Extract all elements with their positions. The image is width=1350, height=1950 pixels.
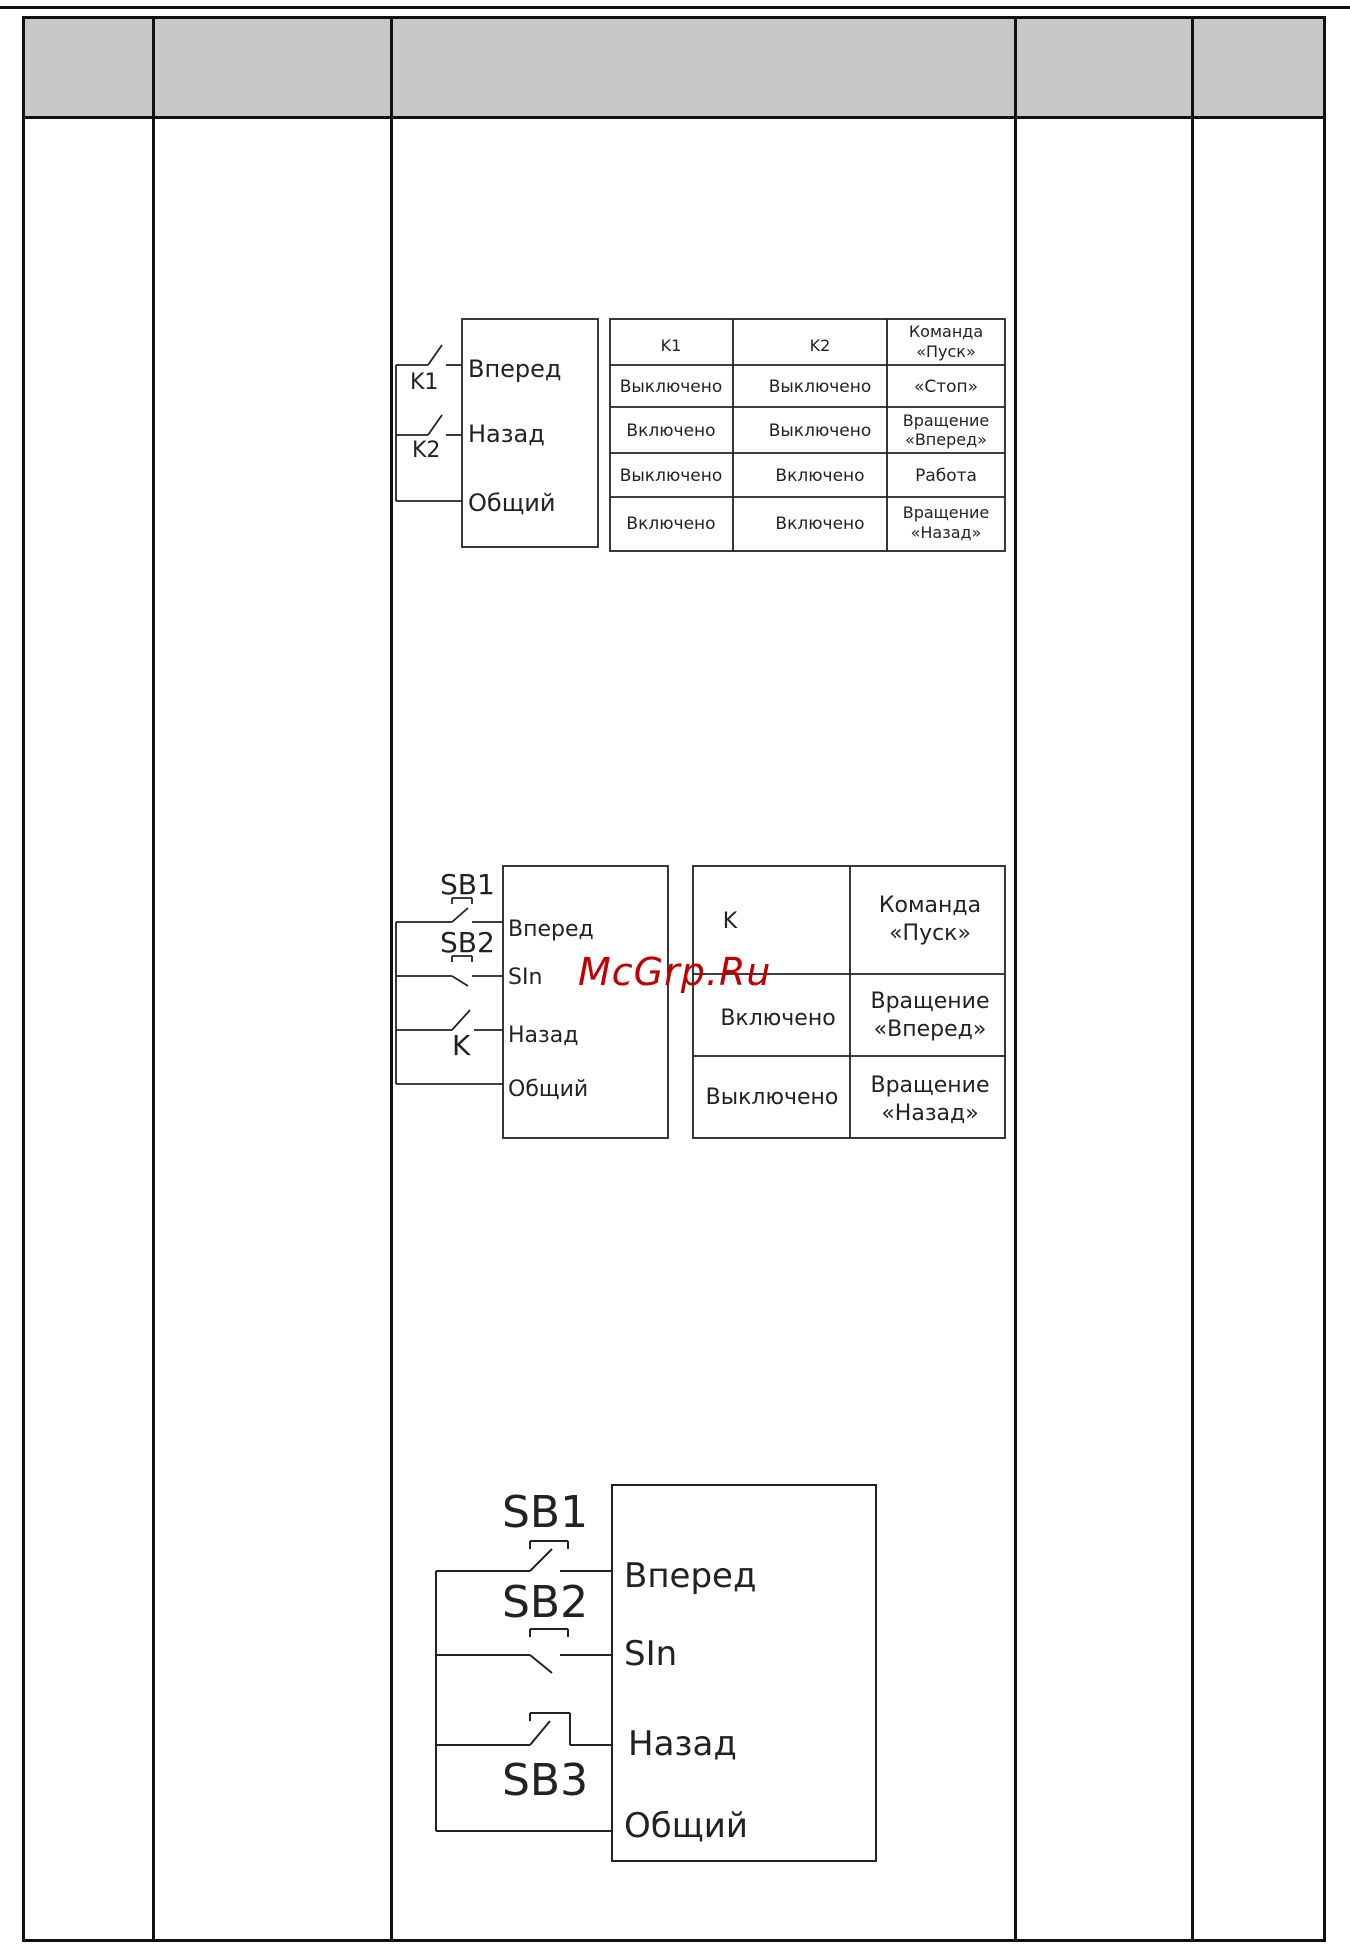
switch-label-k2: K2 — [412, 438, 441, 463]
table2-cell: Выключено — [705, 1085, 839, 1110]
switch-label-sb1: SB1 — [502, 1487, 589, 1538]
table1-cell: Выключено — [619, 377, 723, 397]
wiring-diagram-3 — [430, 1475, 890, 1869]
table2-cell-line2: «Вперед» — [873, 1017, 987, 1042]
switch-label-sb2: SB2 — [502, 1577, 589, 1628]
table2-cell: Включено — [720, 1006, 836, 1031]
terminal-sin: SIn — [508, 965, 543, 990]
table2-cell-line2: «Назад» — [881, 1101, 979, 1126]
table2-header-command-line1: Команда — [878, 893, 982, 918]
table1-header-k1: K1 — [660, 336, 682, 355]
column-divider-3 — [1014, 19, 1017, 1939]
switch-label-sb2: SB2 — [440, 926, 495, 959]
table1-header-command-line1: Команда — [908, 322, 984, 341]
terminal-reverse: Назад — [508, 1023, 579, 1048]
switch-label-sb1: SB1 — [440, 868, 495, 901]
terminal-reverse: Назад — [628, 1724, 737, 1764]
table1-cell: Включено — [775, 514, 865, 534]
column-divider-1 — [152, 19, 155, 1939]
terminal-forward: Вперед — [624, 1556, 757, 1596]
table-header-row — [25, 19, 1323, 119]
table2-cell-line1: Вращение — [870, 1073, 990, 1098]
table2-header-k: K — [722, 909, 738, 934]
terminal-common: Общий — [508, 1077, 589, 1102]
table1-cell-line2: «Вперед» — [905, 430, 987, 449]
terminal-forward: Вперед — [508, 917, 594, 942]
table1-header-k2: K2 — [809, 336, 831, 355]
column-divider-4 — [1191, 19, 1194, 1939]
table1-cell-line1: Вращение — [902, 411, 990, 430]
table1-cell: Работа — [915, 466, 977, 486]
top-rule — [0, 6, 1350, 9]
table1-cell: «Стоп» — [913, 377, 979, 397]
terminal-forward: Вперед — [468, 355, 562, 383]
switch-label-k1: K1 — [410, 370, 439, 395]
table1-cell: Выключено — [768, 421, 872, 441]
table1-cell: Выключено — [619, 466, 723, 486]
table1-cell-line2: «Назад» — [910, 523, 982, 542]
wiring-diagram-1 — [390, 315, 1010, 559]
table1-cell: Включено — [626, 421, 716, 441]
switch-label-k: K — [452, 1029, 471, 1062]
table1-cell: Выключено — [768, 377, 872, 397]
terminal-common: Общий — [624, 1806, 748, 1846]
terminal-reverse: Назад — [468, 420, 545, 448]
wiring-diagram-2 — [390, 862, 1010, 1146]
table1-cell-line1: Вращение — [902, 503, 990, 522]
terminal-common: Общий — [468, 489, 556, 517]
switch-label-sb3: SB3 — [502, 1755, 589, 1806]
table1-cell: Включено — [775, 466, 865, 486]
table2-cell-line1: Вращение — [870, 989, 990, 1014]
table2-header-command-line2: «Пуск» — [889, 921, 971, 946]
table1-header-command-line2: «Пуск» — [916, 342, 976, 361]
watermark: McGrp.Ru — [578, 950, 772, 994]
table1-cell: Включено — [626, 514, 716, 534]
terminal-sin: SIn — [624, 1634, 678, 1674]
